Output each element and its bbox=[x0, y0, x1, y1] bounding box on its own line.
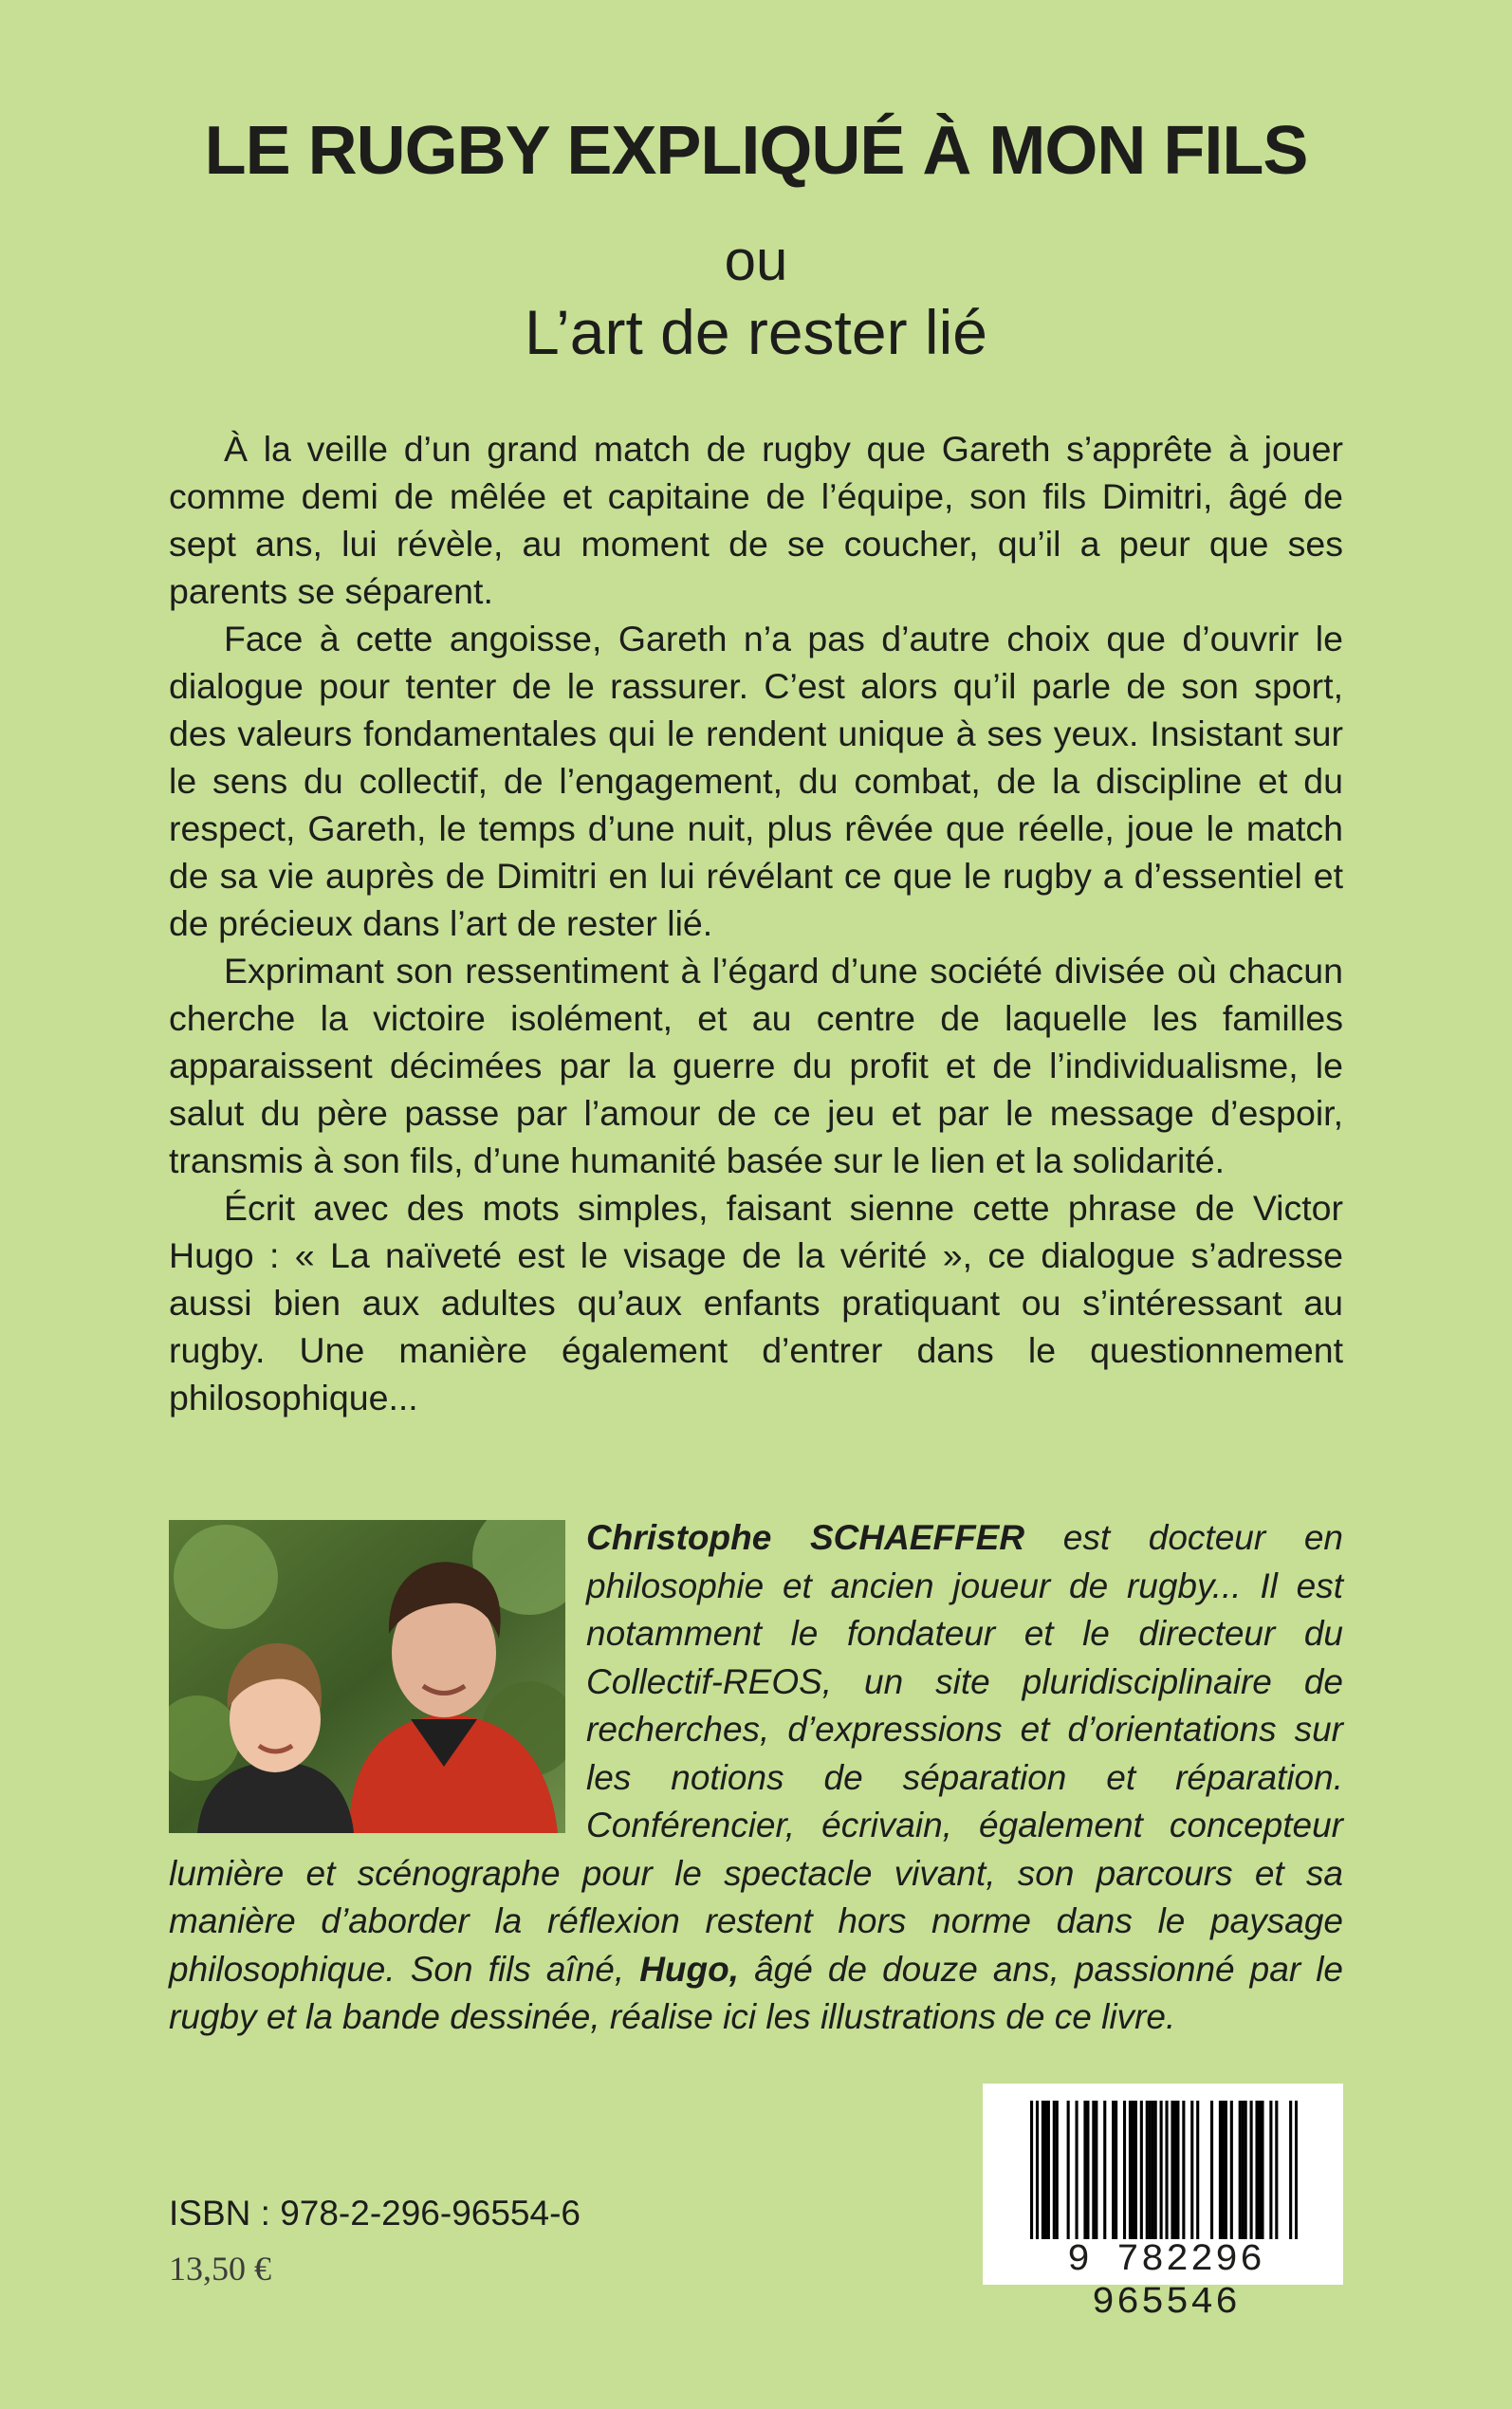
barcode-bar bbox=[1219, 2101, 1222, 2239]
barcode-bar bbox=[1165, 2101, 1168, 2239]
barcode-bar bbox=[1160, 2101, 1163, 2239]
barcode-bar bbox=[1140, 2101, 1143, 2239]
barcode-bar bbox=[1036, 2101, 1039, 2239]
barcode-bar bbox=[1103, 2101, 1106, 2239]
summary-paragraph: Exprimant son ressentiment à l’égard d’une société divisée où chacun cherche la victoire isolément, et au centre de laquelle les familles apparaissent décimées par la guerre du profit et de l’individualisme, le salut du père passe par l’amour de ce jeu et par le message d’espoir, transmis à son fils, d’une humanité basée sur le lien et la solidarité. bbox=[169, 951, 1343, 1180]
barcode-bar bbox=[1146, 2101, 1149, 2239]
barcode-bar bbox=[1245, 2101, 1247, 2239]
barcode-bar bbox=[1289, 2101, 1292, 2239]
barcode-bars bbox=[1030, 2101, 1298, 2239]
barcode-bar bbox=[1230, 2101, 1233, 2239]
bio-text: est docteur en philosophie et ancien joueur de rugby... Il est notamment le fondateur et le directeur du Collectif-REOS, un site pluridisciplinaire de recherches, d’expressions et d’orientations sur les notions de séparation et réparation. Conférencier, écrivain, également concepteur lumière et scénographe pour le spectacle vivant, son parcours et sa manière d’aborder la réflexion restent hors norme dans le paysage philosophique. Son fils aîné, bbox=[169, 1518, 1344, 1989]
bio-text-end: âgé de douze ans, passionné par le rugby et la bande dessinée, réalise ici les illustrations de ce livre. bbox=[169, 1949, 1343, 2036]
subtitle-conjunction: ou bbox=[724, 229, 788, 292]
barcode-bar bbox=[1047, 2101, 1050, 2239]
summary-paragraph: Écrit avec des mots simples, faisant sienne cette phrase de Victor Hugo : « La naïveté est le visage de la vérité », ce dialogue s’adresse aussi bien aux adultes qu’aux enfants pratiquant ou s’intéressant au rugby. Une manière également d’entrer dans le questionnement philosophique... bbox=[169, 1188, 1343, 1418]
barcode-bar bbox=[1295, 2101, 1298, 2239]
barcode-bar bbox=[1250, 2101, 1253, 2239]
barcode-bar bbox=[1129, 2101, 1132, 2239]
book-summary bbox=[169, 425, 1343, 1421]
barcode-bar bbox=[1269, 2101, 1272, 2239]
barcode-bar bbox=[1210, 2101, 1213, 2239]
barcode-bar bbox=[1154, 2101, 1157, 2239]
author-photo-illustration bbox=[169, 1520, 565, 1833]
barcode-bar bbox=[1149, 2101, 1152, 2239]
barcode-bar bbox=[1255, 2101, 1258, 2239]
barcode-bar bbox=[1095, 2101, 1097, 2239]
barcode-bar bbox=[1112, 2101, 1115, 2239]
barcode-bar bbox=[1190, 2101, 1193, 2239]
barcode-digits: 9 782296 965546 bbox=[1066, 2239, 1265, 2325]
barcode-bar bbox=[1083, 2101, 1086, 2239]
barcode-bar bbox=[1225, 2101, 1227, 2239]
barcode-bar bbox=[1042, 2101, 1044, 2239]
summary-paragraph: À la veille d’un grand match de rugby que Gareth s’apprête à jouer comme demi de mêlée et capitaine de l’équipe, son fils Dimitri, âgé de sept ans, lui révèle, au moment de se coucher, qu’il a peur que ses parents se séparent. bbox=[169, 429, 1343, 611]
author-photo bbox=[169, 1520, 565, 1833]
isbn: ISBN : 978-2-296-96554-6 bbox=[169, 2194, 581, 2233]
barcode-bar bbox=[1132, 2101, 1134, 2239]
barcode-bar bbox=[1182, 2101, 1185, 2239]
barcode-bar bbox=[1171, 2101, 1173, 2239]
price: 13,50 € bbox=[169, 2250, 271, 2288]
barcode-bar bbox=[1152, 2101, 1154, 2239]
barcode-bar bbox=[1239, 2101, 1242, 2239]
summary-paragraph: Face à cette angoisse, Gareth n’a pas d’autre choix que d’ouvrir le dialogue pour tenter de le rassurer. C’est alors qu’il parle de son sport, des valeurs fondamentales qui le rendent unique à ses yeux. Insistant sur le sens du collectif, de l’engagement, du combat, de la discipline et du respect, Gareth, le temps d’une nuit, plus rêvée que réelle, joue le match de sa vie auprès de Dimitri en lui révélant ce que le rugby a d’essentiel et de précieux dans l’art de rester lié. bbox=[169, 619, 1343, 943]
barcode-bar bbox=[1173, 2101, 1176, 2239]
barcode-bar bbox=[1261, 2101, 1263, 2239]
barcode-bar bbox=[1115, 2101, 1117, 2239]
barcode-bar bbox=[1086, 2101, 1089, 2239]
barcode-bar bbox=[1258, 2101, 1261, 2239]
barcode-bar bbox=[1275, 2101, 1278, 2239]
barcode-bar bbox=[1092, 2101, 1095, 2239]
barcode-bar bbox=[1196, 2101, 1199, 2239]
barcode-bar bbox=[1044, 2101, 1047, 2239]
book-title: LE RUGBY EXPLIQUÉ À MON FILS bbox=[204, 113, 1308, 189]
barcode-bar bbox=[1053, 2101, 1056, 2239]
barcode-bar bbox=[1222, 2101, 1225, 2239]
barcode-bar bbox=[1134, 2101, 1137, 2239]
barcode-bar bbox=[1176, 2101, 1179, 2239]
book-subtitle: L’art de rester lié bbox=[525, 297, 987, 367]
barcode-bar bbox=[1075, 2101, 1078, 2239]
barcode-bar bbox=[1067, 2101, 1070, 2239]
barcode-bar bbox=[1123, 2101, 1126, 2239]
barcode-bar bbox=[1030, 2101, 1033, 2239]
barcode-bar bbox=[1242, 2101, 1245, 2239]
son-name: Hugo, bbox=[639, 1949, 740, 1989]
author-bio bbox=[169, 1514, 1343, 2042]
barcode-bar bbox=[1056, 2101, 1059, 2239]
author-name: Christophe SCHAEFFER bbox=[586, 1518, 1025, 1557]
barcode bbox=[983, 2084, 1343, 2325]
